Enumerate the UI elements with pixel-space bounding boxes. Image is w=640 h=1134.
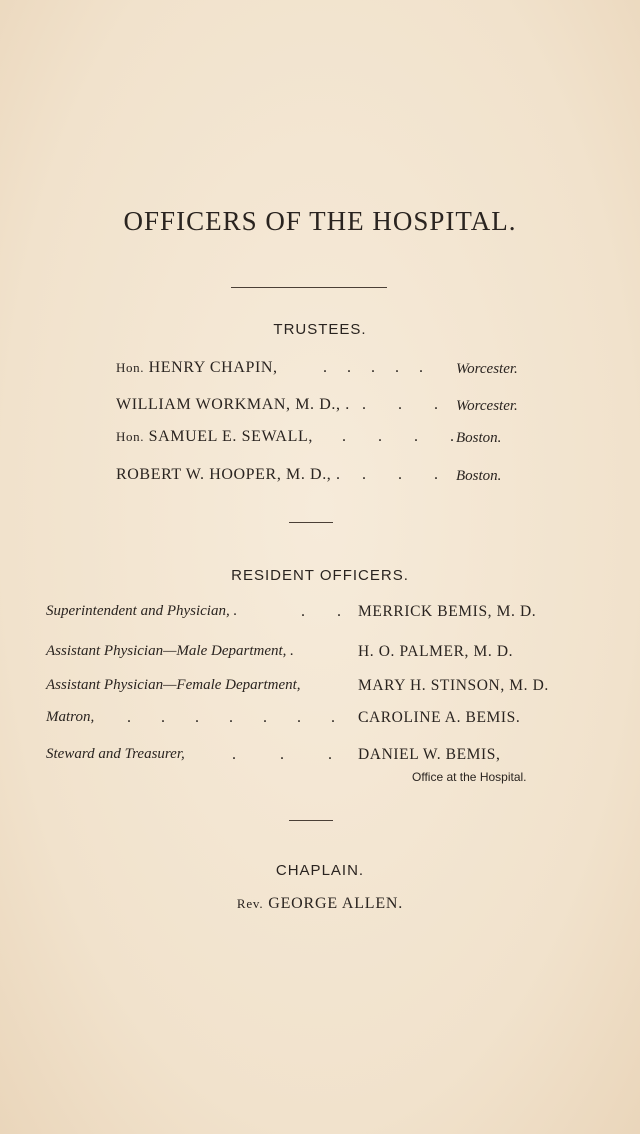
trustee-full-name: WILLIAM WORKMAN, M. D., . — [116, 396, 350, 413]
chaplain-prefix: Rev. — [236, 896, 264, 911]
office-title: Superintendent and Physician, . — [46, 603, 238, 619]
office-title: Matron, — [46, 709, 95, 725]
office-leader: . . . . . . . . — [127, 709, 382, 726]
section-divider — [289, 522, 333, 523]
trustee-full-name: SAMUEL E. SEWALL, — [148, 428, 313, 445]
office-holder: DANIEL W. BEMIS, — [358, 746, 501, 763]
office-holder: MERRICK BEMIS, M. D. — [358, 603, 537, 620]
trustee-place: Worcester. — [456, 361, 518, 377]
chaplain-heading: CHAPLAIN. — [275, 862, 365, 879]
title-divider — [231, 287, 387, 288]
trustee-prefix: Hon. — [116, 429, 145, 444]
trustee-leader: . . . . — [342, 428, 468, 445]
chaplain-full-name: GEORGE ALLEN. — [268, 895, 404, 912]
trustee-leader: . . . — [362, 466, 452, 483]
trustee-name — [116, 359, 278, 377]
trustee-leader: . . . — [362, 396, 452, 413]
trustees-heading: TRUSTEES. — [273, 321, 367, 338]
office-title: Assistant Physician—Female Department, — [46, 677, 301, 693]
office-holder: MARY H. STINSON, M. D. — [358, 677, 549, 694]
trustee-name — [116, 396, 350, 414]
trustee-name — [116, 466, 341, 484]
trustee-full-name: ROBERT W. HOOPER, M. D., . — [116, 466, 341, 483]
office-note: Office at the Hospital. — [412, 770, 527, 784]
office-holder: CAROLINE A. BEMIS. — [358, 709, 521, 726]
resident-officers-heading: RESIDENT OFFICERS. — [231, 567, 409, 584]
office-leader: . . . . — [232, 746, 400, 763]
trustee-prefix: Hon. — [116, 360, 145, 375]
office-title: Assistant Physician—Male Department, . — [46, 643, 294, 659]
trustee-full-name: HENRY CHAPIN, — [148, 359, 278, 376]
office-title: Steward and Treasurer, — [46, 746, 185, 762]
chaplain-name — [0, 895, 640, 913]
trustee-leader: . . . . . — [323, 359, 431, 376]
trustee-place: Boston. — [456, 468, 502, 484]
office-holder: H. O. PALMER, M. D. — [358, 643, 514, 660]
office-leader: . . — [301, 603, 355, 620]
trustee-place: Worcester. — [456, 398, 518, 414]
trustee-place: Boston. — [456, 430, 502, 446]
page-title: OFFICERS OF THE HOSPITAL. — [123, 206, 517, 236]
trustee-name — [116, 428, 313, 446]
section-divider — [289, 820, 333, 821]
